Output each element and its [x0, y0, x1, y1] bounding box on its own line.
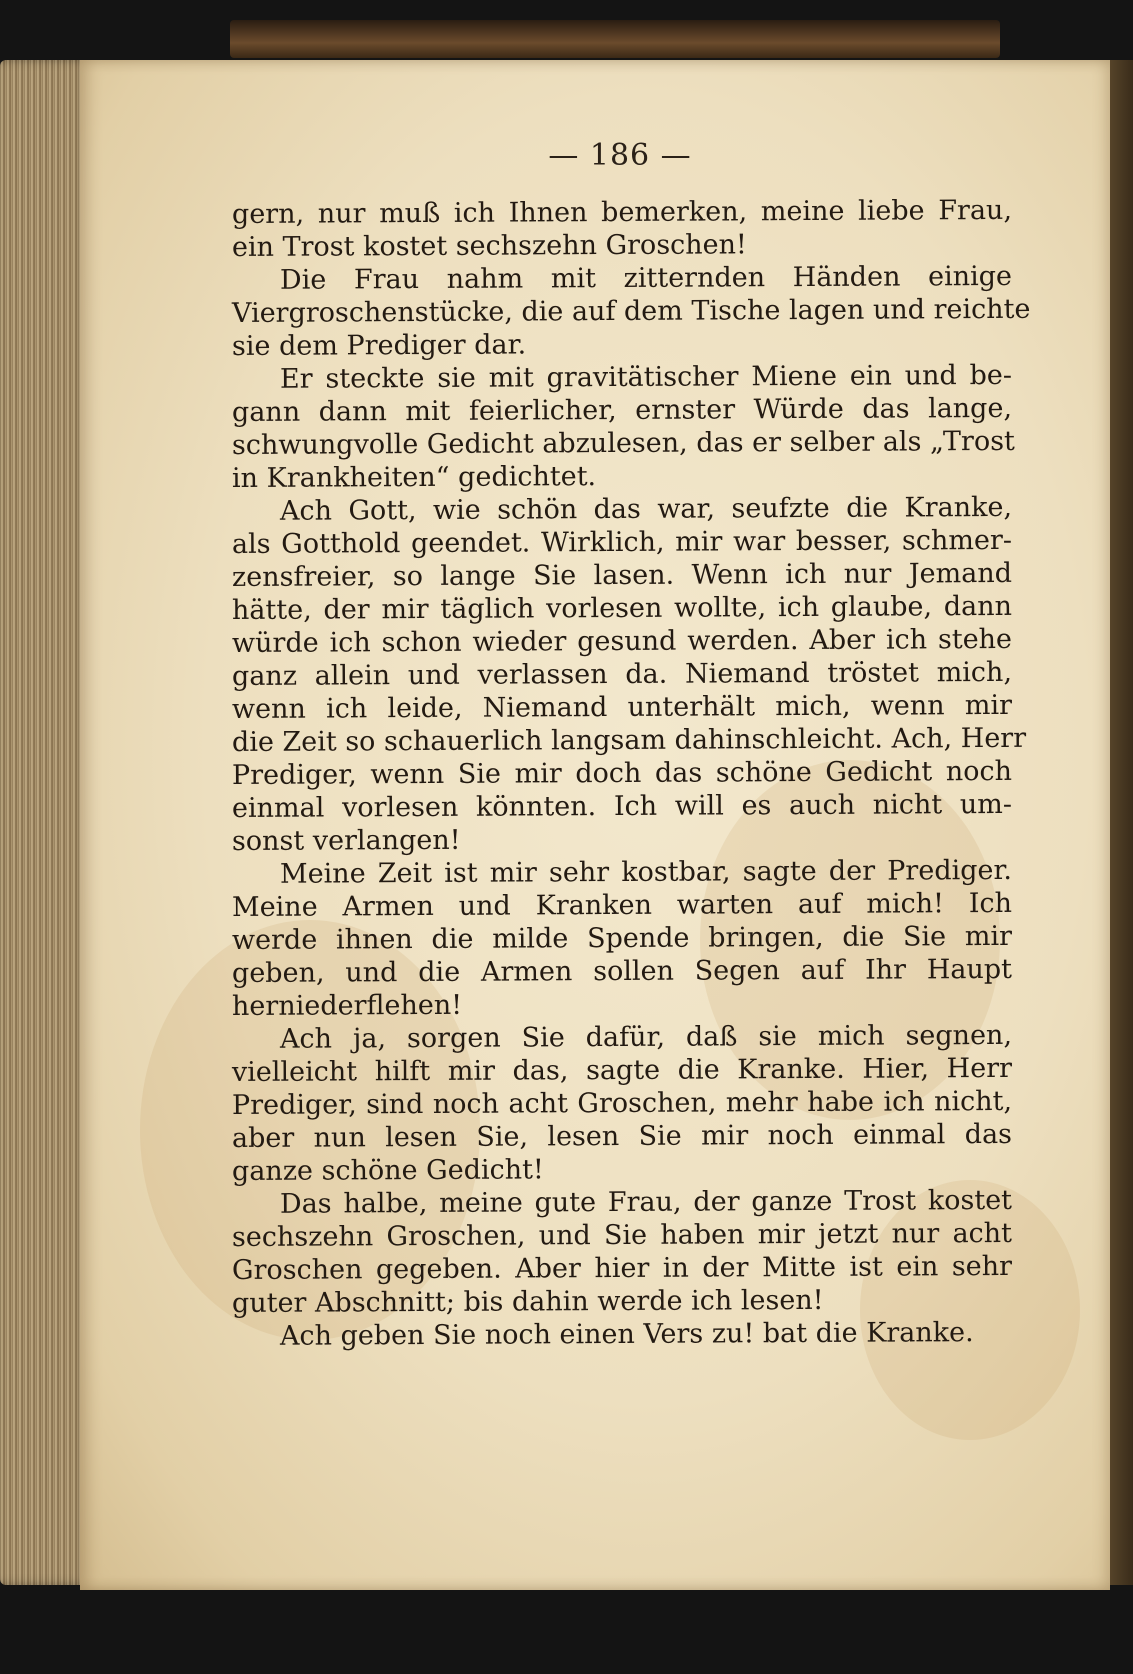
text-line: Ach ja, sorgen Sie dafür, daß sie mich segnen, — [279, 1019, 1013, 1055]
body-text — [231, 194, 1031, 1353]
text-line: ganze schöne Gedicht! — [231, 1154, 544, 1187]
text-line: würde ich schon wieder gesund werden. Aber ich stehe — [231, 623, 1013, 659]
text-line: guter Abschnitt; bis dahin werde ich lesen! — [231, 1284, 824, 1319]
text-line: die Zeit so schauerlich langsam dahinschleicht. Ach, Herr — [231, 722, 1027, 758]
text-line: gann dann mit feierlicher, ernster Würde das lange, — [231, 392, 1013, 428]
text-line: herniederflehen! — [231, 989, 463, 1022]
text-line: einmal vorlesen könnten. Ich will es auch nicht um- — [231, 788, 1013, 824]
text-line: geben, und die Armen sollen Segen auf Ihr Haupt — [231, 953, 1013, 989]
text-line: Die Frau nahm mit zitternden Händen einige — [279, 260, 1013, 296]
text-line: schwungvolle Gedicht abzulesen, das er selber als „Trost — [231, 425, 1015, 461]
text-line: Prediger, wenn Sie mir doch das schöne Gedicht noch — [231, 755, 1013, 791]
text-line: Meine Zeit ist mir sehr kostbar, sagte der Prediger. — [279, 854, 1013, 890]
text-line: sie dem Prediger dar. — [231, 329, 527, 362]
text-line: aber nun lesen Sie, lesen Sie mir noch einmal das — [231, 1118, 1013, 1154]
text-line: als Gotthold geendet. Wirklich, mir war besser, schmer- — [231, 524, 1013, 560]
text-line: ganz allein und verlassen da. Niemand tröstet mich, — [231, 656, 1013, 692]
page-stack-edge — [0, 60, 90, 1585]
text-line: Das halbe, meine gute Frau, der ganze Trost kostet — [279, 1184, 1013, 1220]
book-spine-edge — [230, 20, 1000, 58]
text-line: Ach Gott, wie schön das war, seufzte die Kranke, — [279, 491, 1013, 527]
text-line: Viergroschenstücke, die auf dem Tische lagen und reichte — [231, 293, 1031, 329]
text-line: Prediger, sind noch acht Groschen, mehr habe ich nicht, — [231, 1085, 1013, 1121]
text-line: wenn ich leide, Niemand unterhält mich, wenn mir — [231, 689, 1013, 725]
text-line: in Krankheiten“ gedichtet. — [231, 461, 597, 494]
text-line: Ach geben Sie noch einen Vers zu! bat die Kranke. — [279, 1317, 974, 1352]
text-line: gern, nur muß ich Ihnen bemerken, meine liebe Frau, — [231, 194, 1013, 230]
text-line: ein Trost kostet sechszehn Groschen! — [231, 229, 747, 263]
text-line: Meine Armen und Kranken warten auf mich! Ich — [231, 887, 1013, 923]
text-line: zensfreier, so lange Sie lasen. Wenn ich nur Jemand — [231, 557, 1013, 593]
text-line: sonst verlangen! — [231, 824, 461, 857]
text-line: Groschen gegeben. Aber hier in der Mitte ist ein sehr — [231, 1250, 1013, 1286]
text-line: werde ihnen die milde Spende bringen, die Sie mir — [231, 920, 1013, 956]
page-number: — 186 — — [548, 138, 692, 173]
text-line: Er steckte sie mit gravitätischer Miene ein und be- — [279, 359, 1013, 395]
text-line: sechszehn Groschen, und Sie haben mir jetzt nur acht — [231, 1217, 1013, 1253]
text-line: hätte, der mir täglich vorlesen wollte, ich glaube, dann — [231, 590, 1013, 626]
text-line: vielleicht hilft mir das, sagte die Kranke. Hier, Herr — [231, 1052, 1013, 1088]
